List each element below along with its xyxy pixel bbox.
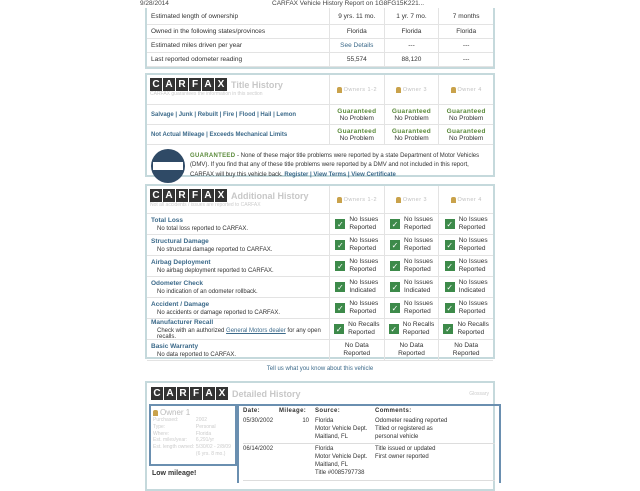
status-line-2: Indicated bbox=[404, 287, 431, 294]
status-line-2: Reported bbox=[452, 350, 480, 357]
record-source: Maitland, FL bbox=[315, 433, 349, 440]
additional-history-row bbox=[147, 214, 493, 235]
field-value: Personal bbox=[195, 423, 216, 430]
status-line-2: Reported bbox=[404, 224, 431, 231]
owner-column-header: Owner 3 bbox=[402, 196, 428, 203]
guarantee-bold: GUARANTEED bbox=[190, 153, 236, 160]
status-value: No Problem bbox=[449, 134, 484, 142]
logo-letter: R bbox=[177, 387, 189, 400]
row-label: Not Actual Mileage | Exceeds Mechanical Limits bbox=[151, 131, 288, 138]
additional-history-row bbox=[147, 340, 493, 361]
cell-value: 7 months bbox=[452, 12, 480, 20]
status-line-2: Reported bbox=[349, 266, 377, 273]
field-label: Where: bbox=[153, 430, 170, 437]
check-icon: ✓ bbox=[446, 282, 454, 292]
row-title: Airbag Deployment bbox=[151, 258, 211, 266]
row-description: No data reported to CARFAX. bbox=[157, 351, 237, 358]
additional-history-row bbox=[147, 256, 493, 277]
logo-letter: R bbox=[176, 189, 188, 202]
status-line-1: No Issues bbox=[349, 258, 379, 266]
owner-column-header: Owners 1-2 bbox=[343, 196, 378, 203]
row-description: No total loss reported to CARFAX. bbox=[157, 225, 249, 232]
low-mileage-promo: Low mileage! bbox=[152, 470, 197, 477]
guaranteed-label: Guaranteed bbox=[391, 107, 432, 115]
status-value: No Problem bbox=[449, 114, 484, 122]
guaranteed-label: Guaranteed bbox=[337, 107, 377, 115]
field-label: Est. length owned: bbox=[153, 444, 195, 450]
ownership-summary bbox=[145, 8, 495, 69]
ownership-row bbox=[147, 53, 493, 67]
status-line-1: No Recalls bbox=[348, 321, 380, 329]
record-comment: Title issued or updated bbox=[375, 446, 436, 453]
title-history-section: C A R F A X Title History CARFAX guarantees the information in this section Owners 1-2 Owner 3 Owner 4 Salvage | Junk | Rebuilt | Fire | Flood | Hail | Lemon Guaranteed No Problem Guaranteed No Problem Guaranteed No Problem Not Actual Mileage | Exceeds Mechanical Limits Guaranteed No Problem Guaranteed No Problem Guaranteed No Problem GUARANTEED - None of these major title problems were reported by a state Department of Motor Vehicles (DMV). If you find that any of these title problems were reported by a DMV and not included in this report, CARFAX will buy this vehicle back. Register | View Terms | View Certificate bbox=[145, 73, 495, 177]
status-line-1: No Data bbox=[344, 342, 369, 350]
check-icon: ✓ bbox=[445, 324, 452, 334]
logo-letter: A bbox=[202, 189, 214, 202]
guaranteed-label: Guaranteed bbox=[446, 107, 486, 115]
person-icon bbox=[451, 197, 456, 203]
person-icon bbox=[337, 197, 342, 203]
guaranteed-label: Guaranteed bbox=[337, 127, 377, 135]
row-description: Check with an authorized bbox=[157, 327, 227, 334]
column-header: Source: bbox=[315, 408, 341, 414]
record-comment: Odometer reading reported bbox=[375, 418, 448, 424]
person-icon bbox=[451, 87, 456, 93]
logo-letter: F bbox=[189, 78, 201, 91]
field-value: 5/30/02 - 2/8/09 (6 yrs. 8 mo.) bbox=[195, 444, 231, 457]
logo-letter: A bbox=[202, 78, 214, 91]
status-line-1: No Issues bbox=[404, 237, 433, 245]
status-line-2: Reported bbox=[349, 308, 377, 315]
status-line-1: No Issues bbox=[458, 237, 488, 245]
status-line-2: Reported bbox=[398, 350, 425, 357]
row-label: Last reported odometer reading bbox=[151, 56, 243, 63]
status-line-2: Reported bbox=[402, 329, 430, 336]
status-line-1: No Issues bbox=[404, 258, 433, 266]
status-line-2: Reported bbox=[349, 224, 377, 231]
check-icon: ✓ bbox=[391, 303, 399, 313]
cell-value: Florida bbox=[456, 28, 477, 35]
logo-letter: F bbox=[190, 387, 202, 400]
title-history-row bbox=[147, 125, 493, 145]
status-line-1: No Issues bbox=[349, 279, 379, 287]
cell-value: 88,120 bbox=[401, 56, 422, 63]
record-source: Motor Vehicle Dept. bbox=[315, 425, 368, 432]
logo-letter: A bbox=[163, 189, 175, 202]
section-subtitle: Not all accidents / issues are reported to CARFAX bbox=[150, 202, 261, 208]
check-icon: ✓ bbox=[336, 261, 344, 271]
logo-letter: F bbox=[189, 189, 201, 202]
owner-name: Owner 1 bbox=[160, 408, 191, 417]
record-date: 06/14/2002 bbox=[243, 446, 274, 453]
check-icon: ✓ bbox=[336, 282, 344, 292]
row-title: Total Loss bbox=[151, 216, 184, 224]
status-line-2: Reported bbox=[458, 266, 486, 273]
check-icon: ✓ bbox=[391, 282, 399, 292]
check-icon: ✓ bbox=[391, 219, 399, 229]
print-title: CARFAX Vehicle History Report on 1G8FG15K221... bbox=[272, 0, 425, 7]
section-title: Title History bbox=[231, 79, 283, 90]
section-subtitle: CARFAX guarantees the information in this section bbox=[150, 91, 263, 97]
record-comment: personal vehicle bbox=[375, 433, 419, 440]
row-label: Estimated miles driven per year bbox=[151, 42, 243, 49]
status-line-1: No Recalls bbox=[457, 321, 489, 329]
guaranteed-label: Guaranteed bbox=[446, 127, 486, 135]
status-line-2: Reported bbox=[404, 308, 431, 315]
section-title: Additional History bbox=[231, 190, 309, 201]
cell-value: Florida bbox=[401, 28, 422, 35]
row-title: Basic Warranty bbox=[151, 342, 199, 350]
cell-value: 1 yr. 7 mo. bbox=[396, 12, 427, 20]
check-icon: ✓ bbox=[446, 261, 454, 271]
status-line-1: No Issues bbox=[458, 279, 488, 287]
column-header: Comments: bbox=[375, 408, 412, 414]
status-line-2: Reported bbox=[348, 329, 375, 336]
status-line-2: Reported bbox=[343, 350, 371, 357]
logo-letter: X bbox=[215, 189, 227, 202]
cell-value: --- bbox=[408, 42, 415, 49]
carfax-logo bbox=[150, 189, 227, 202]
status-line-1: No Issues bbox=[349, 300, 379, 308]
guarantee-text: - None of these major title problems were reported by a state Department of Motor Vehicles (DMV). If you find that any of these title problems were reported by a DMV and not included in this report, CARFAX will buy this vehicle back. bbox=[190, 153, 480, 178]
owner-column-header: Owners 1-2 bbox=[343, 86, 378, 93]
logo-letter: R bbox=[176, 78, 188, 91]
check-icon: ✓ bbox=[336, 219, 344, 229]
row-description: No structural damage reported to CARFAX. bbox=[157, 246, 273, 253]
check-icon: ✓ bbox=[336, 240, 344, 250]
status-line-2: Indicated bbox=[349, 287, 376, 294]
additional-history-section bbox=[145, 184, 495, 359]
check-icon: ✓ bbox=[446, 240, 454, 250]
record-source: Maitland, FL bbox=[315, 461, 349, 468]
field-label: Purchased: bbox=[153, 417, 179, 423]
cell-value: --- bbox=[462, 56, 470, 63]
status-line-1: No Data bbox=[454, 342, 479, 350]
check-icon: ✓ bbox=[446, 219, 454, 229]
row-description: No accidents or damage reported to CARFAX. bbox=[157, 309, 281, 316]
status-line-1: No Issues bbox=[404, 300, 433, 308]
cell-value: 9 yrs. 11 mo. bbox=[338, 12, 376, 20]
cell-value: 55,574 bbox=[346, 56, 367, 63]
record-comment: Titled or registered as bbox=[375, 425, 433, 432]
link-view-terms[interactable]: View Terms bbox=[313, 171, 347, 178]
logo-letter: C bbox=[151, 387, 163, 400]
check-icon: ✓ bbox=[390, 324, 398, 334]
logo-letter: A bbox=[203, 387, 215, 400]
link-register[interactable]: Register bbox=[284, 171, 309, 178]
field-label: Type: bbox=[153, 423, 166, 430]
title-history-row bbox=[147, 105, 493, 125]
guaranteed-label: Guaranteed bbox=[391, 127, 432, 135]
check-icon: ✓ bbox=[391, 261, 399, 271]
status-line-2: Indicated bbox=[458, 287, 486, 294]
print-date: 9/28/2014 bbox=[140, 0, 169, 7]
tell-us-row bbox=[0, 366, 640, 372]
additional-history-row bbox=[147, 235, 493, 256]
history-record bbox=[243, 444, 495, 480]
record-mileage bbox=[279, 446, 309, 477]
additional-history-row bbox=[147, 319, 493, 340]
cell-value: --- bbox=[462, 42, 470, 49]
status-line-1: No Issues bbox=[404, 216, 433, 224]
additional-history-row bbox=[147, 298, 493, 319]
status-line-2: Reported bbox=[457, 329, 485, 336]
status-line-2: Reported bbox=[458, 308, 486, 315]
cell-value: Florida bbox=[346, 28, 367, 35]
logo-letter: C bbox=[150, 78, 162, 91]
status-value: No Problem bbox=[394, 114, 429, 122]
column-header: Mileage: bbox=[279, 408, 307, 414]
status-line-1: No Issues bbox=[458, 258, 488, 266]
row-title: Structural Damage bbox=[151, 237, 209, 245]
carfax-logo bbox=[150, 78, 227, 91]
person-icon bbox=[396, 87, 401, 93]
status-line-2: Reported bbox=[349, 245, 377, 252]
link-view-certificate[interactable]: View Certificate bbox=[351, 171, 396, 178]
record-source: Florida bbox=[315, 446, 334, 453]
check-icon: ✓ bbox=[335, 324, 343, 334]
status-value: No Problem bbox=[394, 134, 429, 142]
row-label: Owned in the following states/provinces bbox=[151, 28, 266, 35]
check-icon: ✓ bbox=[391, 240, 399, 250]
logo-letter: A bbox=[164, 387, 176, 400]
owner-column-header: Owner 3 bbox=[402, 86, 428, 93]
row-label: Estimated length of ownership bbox=[151, 12, 239, 20]
carfax-logo bbox=[151, 387, 228, 400]
glossary-link[interactable]: Glossary bbox=[469, 390, 489, 397]
field-value: 6,291/yr bbox=[195, 437, 214, 444]
history-record bbox=[243, 416, 495, 444]
field-value: Florida bbox=[195, 430, 212, 437]
check-icon: ✓ bbox=[446, 303, 454, 313]
status-line-1: No Issues bbox=[349, 216, 379, 224]
status-value: No Problem bbox=[339, 114, 374, 122]
row-label: Salvage | Junk | Rebuilt | Fire | Flood | Hail | Lemon bbox=[151, 111, 297, 118]
tell-us-link[interactable]: Tell us what you know about this vehicle bbox=[266, 366, 374, 372]
owner-card bbox=[149, 404, 237, 466]
status-value: No Problem bbox=[339, 134, 374, 142]
person-icon bbox=[153, 410, 158, 416]
status-line-1: No Issues bbox=[458, 216, 488, 224]
ownership-row bbox=[147, 25, 493, 39]
field-value: 2002 bbox=[195, 417, 208, 423]
ownership-row bbox=[147, 39, 493, 53]
logo-letter: X bbox=[216, 387, 228, 400]
dealer-link[interactable]: General Motors dealer bbox=[226, 327, 286, 334]
logo-letter: A bbox=[163, 78, 175, 91]
ownership-row bbox=[147, 8, 493, 25]
person-icon bbox=[396, 197, 401, 203]
owner-column-header: Owner 4 bbox=[457, 86, 482, 93]
status-line-2: Reported bbox=[404, 245, 431, 252]
history-records bbox=[237, 404, 501, 483]
buyback-guarantee-seal-icon bbox=[151, 149, 185, 183]
row-title: Odometer Check bbox=[151, 279, 204, 287]
logo-letter: C bbox=[150, 189, 162, 202]
row-title: Accident / Damage bbox=[151, 300, 210, 308]
record-source: Florida bbox=[315, 418, 334, 424]
record-source: Motor Vehicle Dept. bbox=[315, 454, 368, 461]
status-line-2: Reported bbox=[458, 224, 486, 231]
status-line-1: No Issues bbox=[404, 279, 433, 287]
status-line-1: No Recalls bbox=[402, 321, 435, 329]
section-title: Detailed History bbox=[232, 388, 301, 399]
additional-history-row bbox=[147, 277, 493, 298]
row-description: No indication of an odometer rollback. bbox=[157, 288, 258, 295]
owner-column-header: Owner 4 bbox=[457, 196, 482, 203]
see-details-link[interactable]: See Details bbox=[340, 42, 374, 49]
person-icon bbox=[337, 87, 342, 93]
check-icon: ✓ bbox=[336, 303, 344, 313]
status-line-1: No Data bbox=[399, 342, 424, 350]
row-description-after: for any open recalls. bbox=[157, 327, 321, 340]
record-date: 05/30/2002 bbox=[243, 418, 274, 424]
status-line-1: No Issues bbox=[349, 237, 379, 245]
logo-letter: X bbox=[215, 78, 227, 91]
status-line-2: Reported bbox=[458, 245, 486, 252]
row-description: No airbag deployment reported to CARFAX. bbox=[157, 267, 274, 274]
record-source: Title #0085797738 bbox=[315, 469, 365, 476]
field-label: Est. miles/year: bbox=[153, 437, 188, 444]
row-title: Manufacturer Recall bbox=[151, 318, 214, 326]
status-line-2: Reported bbox=[404, 266, 431, 273]
record-comment: First owner reported bbox=[375, 454, 429, 461]
column-header: Date: bbox=[243, 408, 261, 414]
detailed-history-section bbox=[145, 381, 495, 491]
record-mileage: 10 bbox=[302, 418, 309, 424]
status-line-1: No Issues bbox=[458, 300, 488, 308]
